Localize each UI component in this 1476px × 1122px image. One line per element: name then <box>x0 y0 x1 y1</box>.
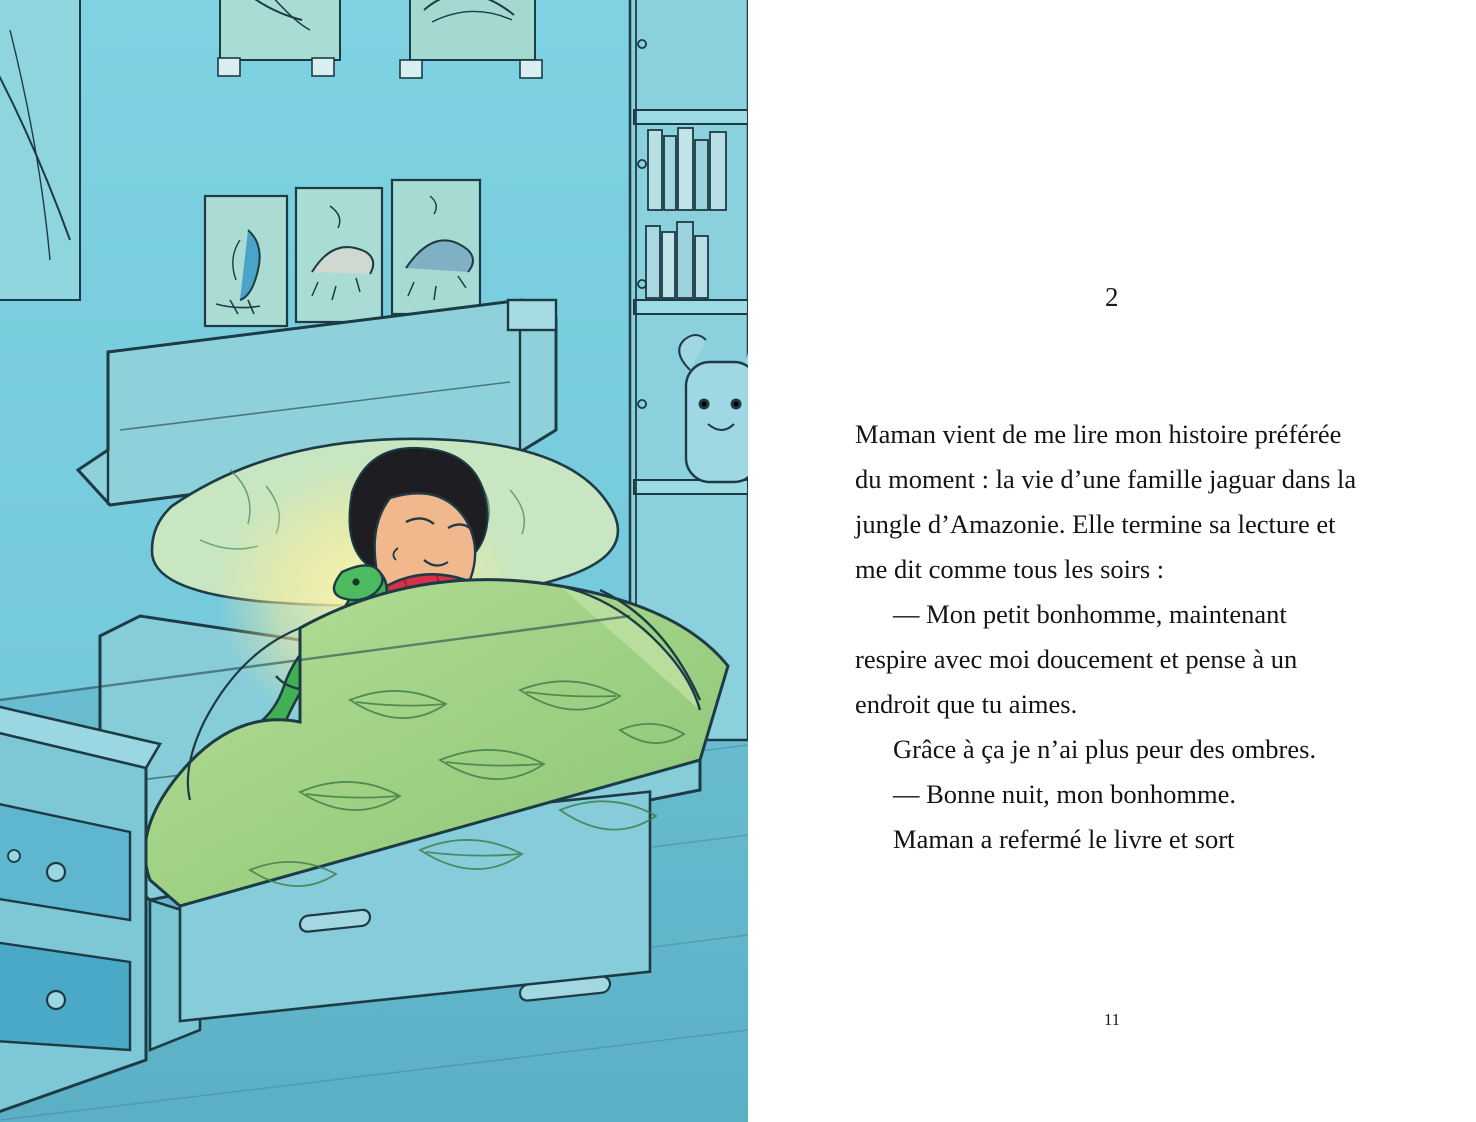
shelf-books-row1 <box>648 128 726 210</box>
paragraph-1: Maman vient de me lire mon histoire préférée du moment : la vie d’une famille jaguar dans la jungle d’Amazonie. Elle termine sa lecture et me dit comme tous les soirs : <box>855 419 1357 584</box>
paragraph-3: Grâce à ça je n’ai plus peur des ombres. <box>893 734 1317 764</box>
paragraph-4: — Bonne nuit, mon bonhomme. <box>893 779 1237 809</box>
text-page <box>748 0 1476 1122</box>
poster-parrot <box>205 196 287 326</box>
poster-cat <box>392 180 480 314</box>
page-number: 11 <box>1103 1010 1121 1029</box>
nightstand <box>0 700 160 1122</box>
poster-top-far-left <box>0 0 80 300</box>
drawer-knob-bottom <box>47 991 65 1009</box>
gecko-eye <box>352 578 359 585</box>
paragraph-2: — Mon petit bonhomme, maintenant respire avec moi doucement et pense à un endroit que tu aimes. <box>855 599 1298 719</box>
chapter-number: 2 <box>1105 282 1119 312</box>
drawer-knob-top <box>47 863 65 881</box>
paragraph-5: Maman a refermé le livre et sort <box>893 824 1235 854</box>
poster-lizard <box>296 188 382 322</box>
body-text <box>855 412 1360 862</box>
